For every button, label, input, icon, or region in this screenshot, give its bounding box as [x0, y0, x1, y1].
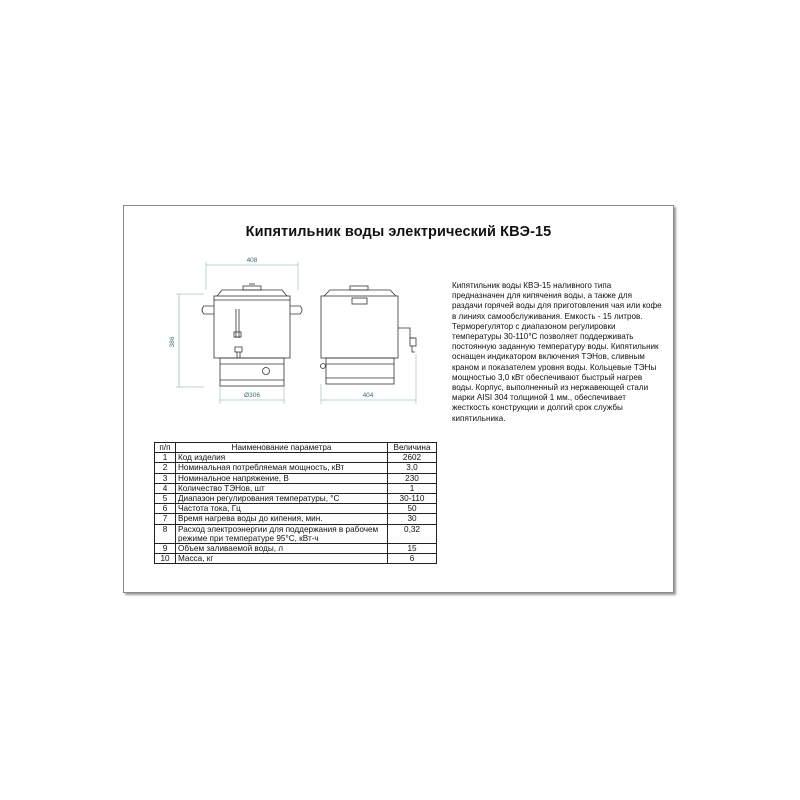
product-sheet	[123, 205, 674, 593]
table-row	[155, 504, 437, 514]
row-parameter: Частота тока, Гц	[176, 504, 388, 514]
row-number: 1	[155, 453, 176, 463]
row-value: 3,0	[388, 463, 437, 473]
description-text: Кипятильник воды КВЭ-15 наливного типа предназначен для кипячения воды, а также для раздачи горячей воды для приготовления чая или кофе в линиях самообслуживания. Емкость - 15 литров. Терморегулятор с диапазоном регулировки температуры 30-110°С позволяет поддерживать постоянную заданную температуру воды. Кипятильник оснащен индикатором включения ТЭНов, сливным краном и показателем уровня воды. Кольцевые ТЭНы мощностью 3,0 кВт обеспечивают быстрый нагрев воды. Корпус, выполненный из нержавеющей стали марки AISI 304 толщиной 1 мм., обеспечивает жесткость конструкции и долгий срок службы кипятильника.	[452, 281, 662, 423]
row-value: 1	[388, 483, 437, 493]
dim-width-label: 408	[246, 257, 258, 264]
table-row	[155, 453, 437, 463]
row-parameter: Время нагрева воды до кипения, мин.	[176, 514, 388, 524]
sheet-title: Кипятильник воды электрический КВЭ-15	[245, 224, 552, 240]
dim-depth-label: 404	[362, 392, 374, 399]
row-number: 6	[155, 504, 176, 514]
side-view-drawing	[321, 286, 417, 404]
row-value: 30-110	[388, 494, 437, 504]
row-parameter: Объем заливаемой воды, л	[176, 544, 388, 554]
row-number: 8	[155, 524, 176, 543]
row-number: 3	[155, 473, 176, 483]
row-parameter: Количество ТЭНов, шт	[176, 483, 388, 493]
row-parameter: Номинальное напряжение, В	[176, 473, 388, 483]
table-header-row	[155, 443, 437, 453]
col-header-value: Величина	[388, 443, 437, 453]
row-number: 9	[155, 544, 176, 554]
row-value: 0,32	[388, 524, 437, 543]
row-number: 7	[155, 514, 176, 524]
table-row	[155, 514, 437, 524]
row-value: 15	[388, 544, 437, 554]
row-number: 5	[155, 494, 176, 504]
parameters-table	[154, 442, 437, 564]
table-row	[155, 494, 437, 504]
dim-height-label: 386	[169, 336, 176, 348]
row-parameter: Номинальная потребляемая мощность, кВт	[176, 463, 388, 473]
row-parameter: Диапазон регулирования температуры, °С	[176, 494, 388, 504]
row-value: 50	[388, 504, 437, 514]
table-row	[155, 544, 437, 554]
row-number: 2	[155, 463, 176, 473]
row-number: 10	[155, 554, 176, 564]
table-row	[155, 463, 437, 473]
product-description	[452, 281, 664, 424]
row-number: 4	[155, 483, 176, 493]
row-value: 6	[388, 554, 437, 564]
dim-diameter-label: Ø306	[244, 392, 260, 399]
row-parameter: Код изделия	[176, 453, 388, 463]
col-header-parameter: Наименование параметра	[176, 443, 388, 453]
row-value: 2602	[388, 453, 437, 463]
table-row	[155, 483, 437, 493]
technical-drawings	[164, 254, 454, 406]
row-value: 230	[388, 473, 437, 483]
front-view-drawing	[176, 262, 302, 404]
col-header-number: п/п	[155, 443, 176, 453]
table-row	[155, 524, 437, 543]
table-row	[155, 554, 437, 564]
table-row	[155, 473, 437, 483]
row-parameter: Масса, кг	[176, 554, 388, 564]
row-value: 30	[388, 514, 437, 524]
row-parameter: Расход электроэнергии для поддержания в рабочем режиме при температуре 95°С, кВт-ч	[176, 524, 388, 543]
